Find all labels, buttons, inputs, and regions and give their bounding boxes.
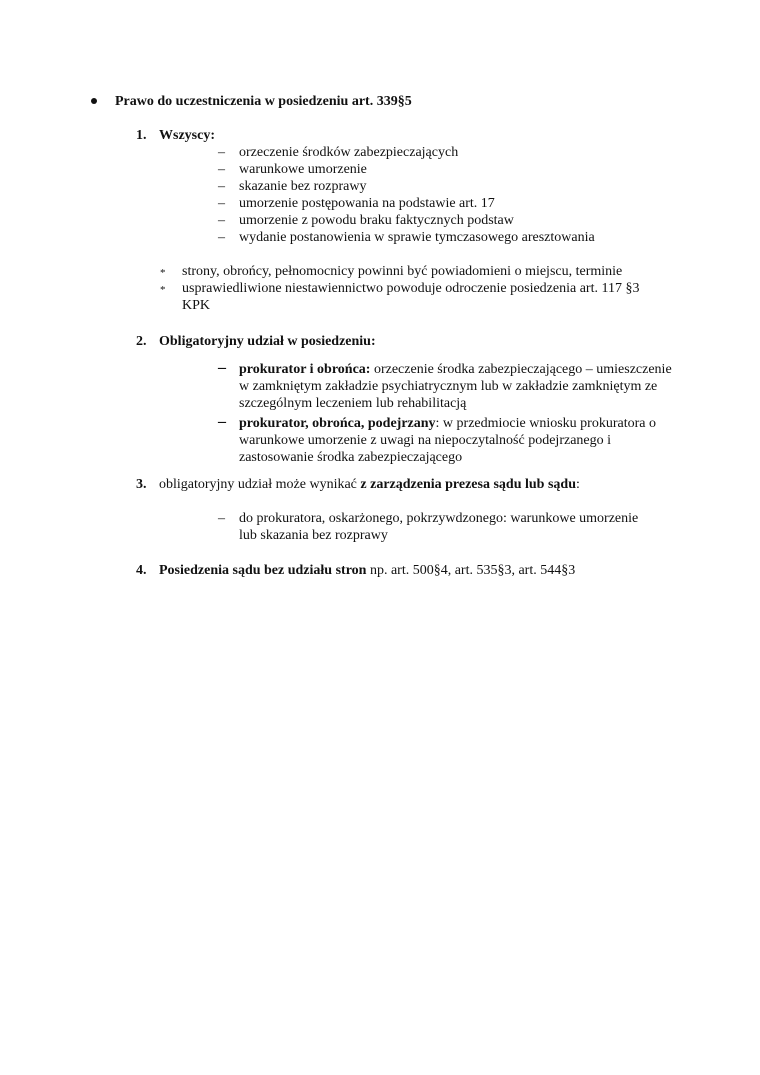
dash-icon: – [218, 196, 225, 211]
list-item-continuation: warunkowe umorzenie z uwagi na niepoczytalność podejrzanego i [239, 433, 612, 448]
section-4-title [159, 562, 575, 579]
dash-icon: – [218, 511, 225, 526]
dash-icon: – [218, 145, 225, 160]
section-2-number: 2. [136, 334, 147, 349]
section-3-title [159, 476, 580, 493]
section-3-colon: : [575, 477, 580, 492]
dash-icon: – [218, 230, 225, 245]
dash-icon: – [218, 413, 226, 430]
main-heading: Prawo do uczestniczenia w posiedzeniu art. 339§5 [115, 94, 412, 109]
dash-icon: – [218, 213, 225, 228]
list-item: wydanie postanowienia w sprawie tymczasowego aresztowania [239, 230, 595, 245]
list-item: umorzenie postępowania na podstawie art. 17 [239, 196, 495, 211]
list-item: skazanie bez rozprawy [239, 179, 367, 194]
note-item: strony, obrońcy, pełnomocnicy powinni być powiadomieni o miejscu, terminie [182, 264, 623, 279]
list-item: umorzenie z powodu braku faktycznych podstaw [239, 213, 514, 228]
list-item-continuation: szczególnym leczeniem lub rehabilitacją [239, 396, 467, 411]
list-item-continuation: zastosowanie środka zabezpieczającego [239, 450, 463, 465]
list-item: orzeczenie środków zabezpieczających [239, 145, 459, 160]
list-item [239, 415, 656, 432]
section-1-title: Wszyscy: [159, 128, 215, 143]
section-4-emphasis: Posiedzenia sądu bez udziału stron [159, 563, 367, 578]
list-item: warunkowe umorzenie [239, 162, 367, 177]
list-item: do prokuratora, oskarżonego, pokrzywdzonego: warunkowe umorzenie [239, 511, 639, 526]
list-item-continuation: lub skazania bez rozprawy [239, 528, 388, 543]
asterisk-icon: * [160, 267, 166, 279]
section-3-text: obligatoryjny udział może wynikać [159, 477, 361, 492]
dash-icon: – [218, 179, 225, 194]
list-item [239, 361, 672, 378]
item-role: prokurator i obrońca: [239, 362, 371, 377]
dash-icon: – [218, 162, 225, 177]
section-4-number: 4. [136, 563, 147, 578]
section-3-emphasis: z zarządzenia prezesa sądu lub sądu [360, 477, 576, 492]
dash-icon: – [218, 359, 226, 376]
note-item: usprawiedliwione niestawiennictwo powoduje odroczenie posiedzenia art. 117 §3 [182, 281, 640, 296]
section-3-number: 3. [136, 477, 147, 492]
section-2-title: Obligatoryjny udział w posiedzeniu: [159, 334, 376, 349]
list-item-continuation: w zamkniętym zakładzie psychiatrycznym lub w zakładzie zamkniętym ze [239, 379, 658, 394]
asterisk-icon: * [160, 284, 166, 296]
item-text: : w przedmiocie wniosku prokuratora o [435, 416, 656, 431]
note-item-continuation: KPK [182, 298, 211, 313]
section-1-number: 1. [136, 128, 147, 143]
bullet-dot-icon [91, 98, 97, 104]
section-4-text: np. art. 500§4, art. 535§3, art. 544§3 [366, 563, 576, 578]
item-text: orzeczenie środka zabezpieczającego – umieszczenie [370, 362, 672, 377]
item-role: prokurator, obrońca, podejrzany [239, 416, 436, 431]
